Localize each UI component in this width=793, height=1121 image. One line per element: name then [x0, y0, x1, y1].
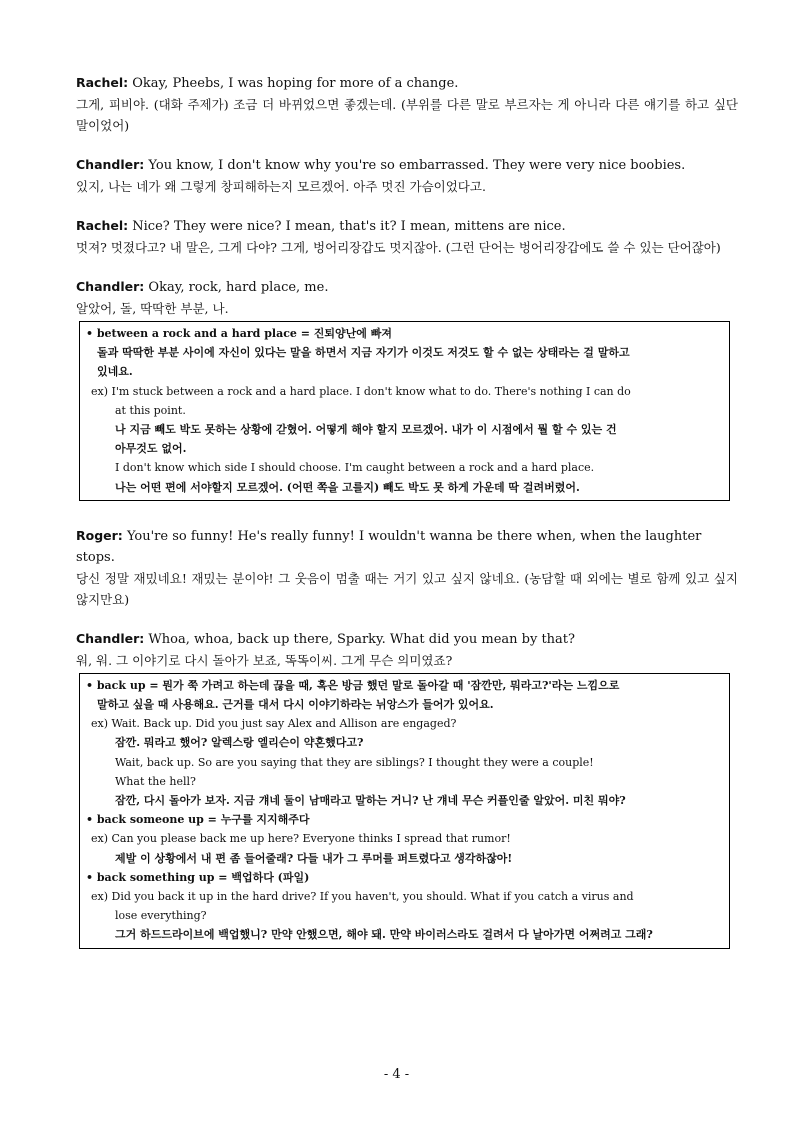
vocab-note-box: [79, 673, 730, 949]
note-text: 말하고 싶을 때 사용해요. 근거를 대서 다시 이야기하라는 뉘앙스가 들어가 있어요.: [97, 698, 494, 712]
english-line: Okay, rock, hard place, me.: [144, 280, 329, 295]
example-translation: 아무것도 없어.: [115, 442, 187, 456]
example-sentence: at this point.: [115, 403, 186, 417]
korean-translation: 당신 정말 재밌네요! 재밌는 분이야! 그 웃음이 멈출 때는 거기 있고 싶지 않네요. (농담할 때 외에는 별로 함께 있고 싶지 않지만요): [76, 570, 738, 607]
english-line: You're so funny! He's really funny! I wouldn't wanna be there when, when the laughter stops.: [76, 528, 702, 565]
dialogue-block: [76, 215, 738, 258]
page-number: - 4 -: [383, 1067, 410, 1082]
example-translation: 나는 어떤 편에 서야할지 모르겠어. (어떤 쪽을 고를지) 빼도 박도 못 하게 가운데 딱 걸려버렸어.: [115, 480, 580, 494]
korean-translation: 그게, 피비야. (대화 주제가) 조금 더 바뀌었으면 좋겠는데. (부위를 다른 말로 부르자는 게 아니라 다른 얘기를 하고 싶단 말이었어): [76, 97, 738, 133]
speaker-name: Chandler:: [76, 279, 145, 294]
example-translation: 그거 하드드라이브에 백업했니? 만약 안했으면, 해야 돼. 만약 바이러스라도 걸려서 다 날아가면 어쩌려고 그래?: [115, 928, 653, 942]
example-sentence: I don't know which side I should choose. I'm caught between a rock and a hard place.: [115, 461, 595, 475]
korean-translation: 알았어, 돌, 딱딱한 부분, 나.: [76, 301, 229, 316]
speaker-name: Chandler:: [76, 630, 145, 646]
example-translation: 나 지금 빼도 박도 못하는 상황에 갇혔어. 어떻게 해야 할지 모르겠어. 내가 이 시점에서 뭘 할 수 있는 건: [115, 423, 617, 437]
dialogue-block: [76, 525, 738, 610]
example-translation: 잠깐, 다시 돌아가 보자. 지금 걔네 둘이 남매라고 말하는 거니? 난 걔네 무슨 커플인줄 알았어. 미친 뭐야?: [115, 794, 626, 808]
vocab-heading: • back up = 뭔가 쭉 가려고 하는데 끊을 때, 혹은 방금 했던 말로 돌아갈 때 '잠깐만, 뭐라고?'라는 느낌으로: [86, 678, 620, 692]
example-sentence: What the hell?: [115, 774, 196, 788]
dialogue-block: [76, 72, 738, 136]
dialogue-block: [76, 154, 738, 197]
speaker-name: Rachel:: [76, 218, 129, 233]
note-text: 있네요.: [97, 365, 133, 379]
speaker-name: Roger:: [76, 527, 123, 543]
example-sentence: ex) I'm stuck between a rock and a hard place. I don't know what to do. There's nothing I can do: [91, 384, 631, 398]
vocab-heading: • back something up = 백업하다 (파일): [86, 870, 310, 884]
korean-translation: 워, 워. 그 이야기로 다시 돌아가 보죠, 똑똑이씨. 그게 무슨 의미였죠?: [76, 652, 453, 668]
korean-translation: 있지, 나는 네가 왜 그렇게 창피해하는지 모르겠어. 아주 멋진 가슴이었다고.: [76, 179, 486, 194]
vocab-heading: • between a rock and a hard place = 진퇴양난에 빠져: [86, 327, 392, 340]
example-sentence: ex) Can you please back me up here? Everyone thinks I spread that rumor!: [91, 832, 511, 846]
english-line: Whoa, whoa, back up there, Sparky. What did you mean by that?: [144, 631, 576, 647]
dialogue-block: [76, 628, 738, 671]
english-line: Okay, Pheebs, I was hoping for more of a change.: [128, 76, 459, 91]
example-sentence: Wait, back up. So are you saying that they are siblings? I thought they were a couple!: [115, 755, 594, 769]
example-sentence: ex) Wait. Back up. Did you just say Alex and Allison are engaged?: [91, 717, 457, 731]
page-content: [76, 72, 738, 973]
example-sentence: ex) Did you back it up in the hard drive? If you haven't, you should. What if you catch a virus and: [91, 890, 634, 904]
example-translation: 잠깐. 뭐라고 했어? 알렉스랑 엘리슨이 약혼했다고?: [115, 736, 364, 750]
example-sentence: lose everything?: [115, 909, 207, 923]
dialogue-block: [76, 276, 738, 319]
english-line: You know, I don't know why you're so embarrassed. They were very nice boobies.: [144, 158, 686, 173]
vocab-note-box: [79, 321, 730, 501]
note-text: 돌과 딱딱한 부분 사이에 자신이 있다는 말을 하면서 지금 자기가 이것도 저것도 할 수 없는 상태라는 걸 말하고: [97, 346, 630, 360]
vocab-heading: • back someone up = 누구를 지지해주다: [86, 813, 310, 827]
speaker-name: Chandler:: [76, 157, 145, 172]
korean-translation: 멋져? 멋졌다고? 내 말은, 그게 다야? 그게, 벙어리장갑도 멋지잖아. (그런 단어는 벙어리장갑에도 쓸 수 있는 단어잖아): [76, 240, 721, 255]
example-translation: 제발 이 상황에서 내 편 좀 들어줄래? 다들 내가 그 루머를 퍼트렸다고 생각하잖아!: [115, 851, 513, 865]
speaker-name: Rachel:: [76, 75, 129, 90]
english-line: Nice? They were nice? I mean, that's it? I mean, mittens are nice.: [128, 219, 566, 234]
